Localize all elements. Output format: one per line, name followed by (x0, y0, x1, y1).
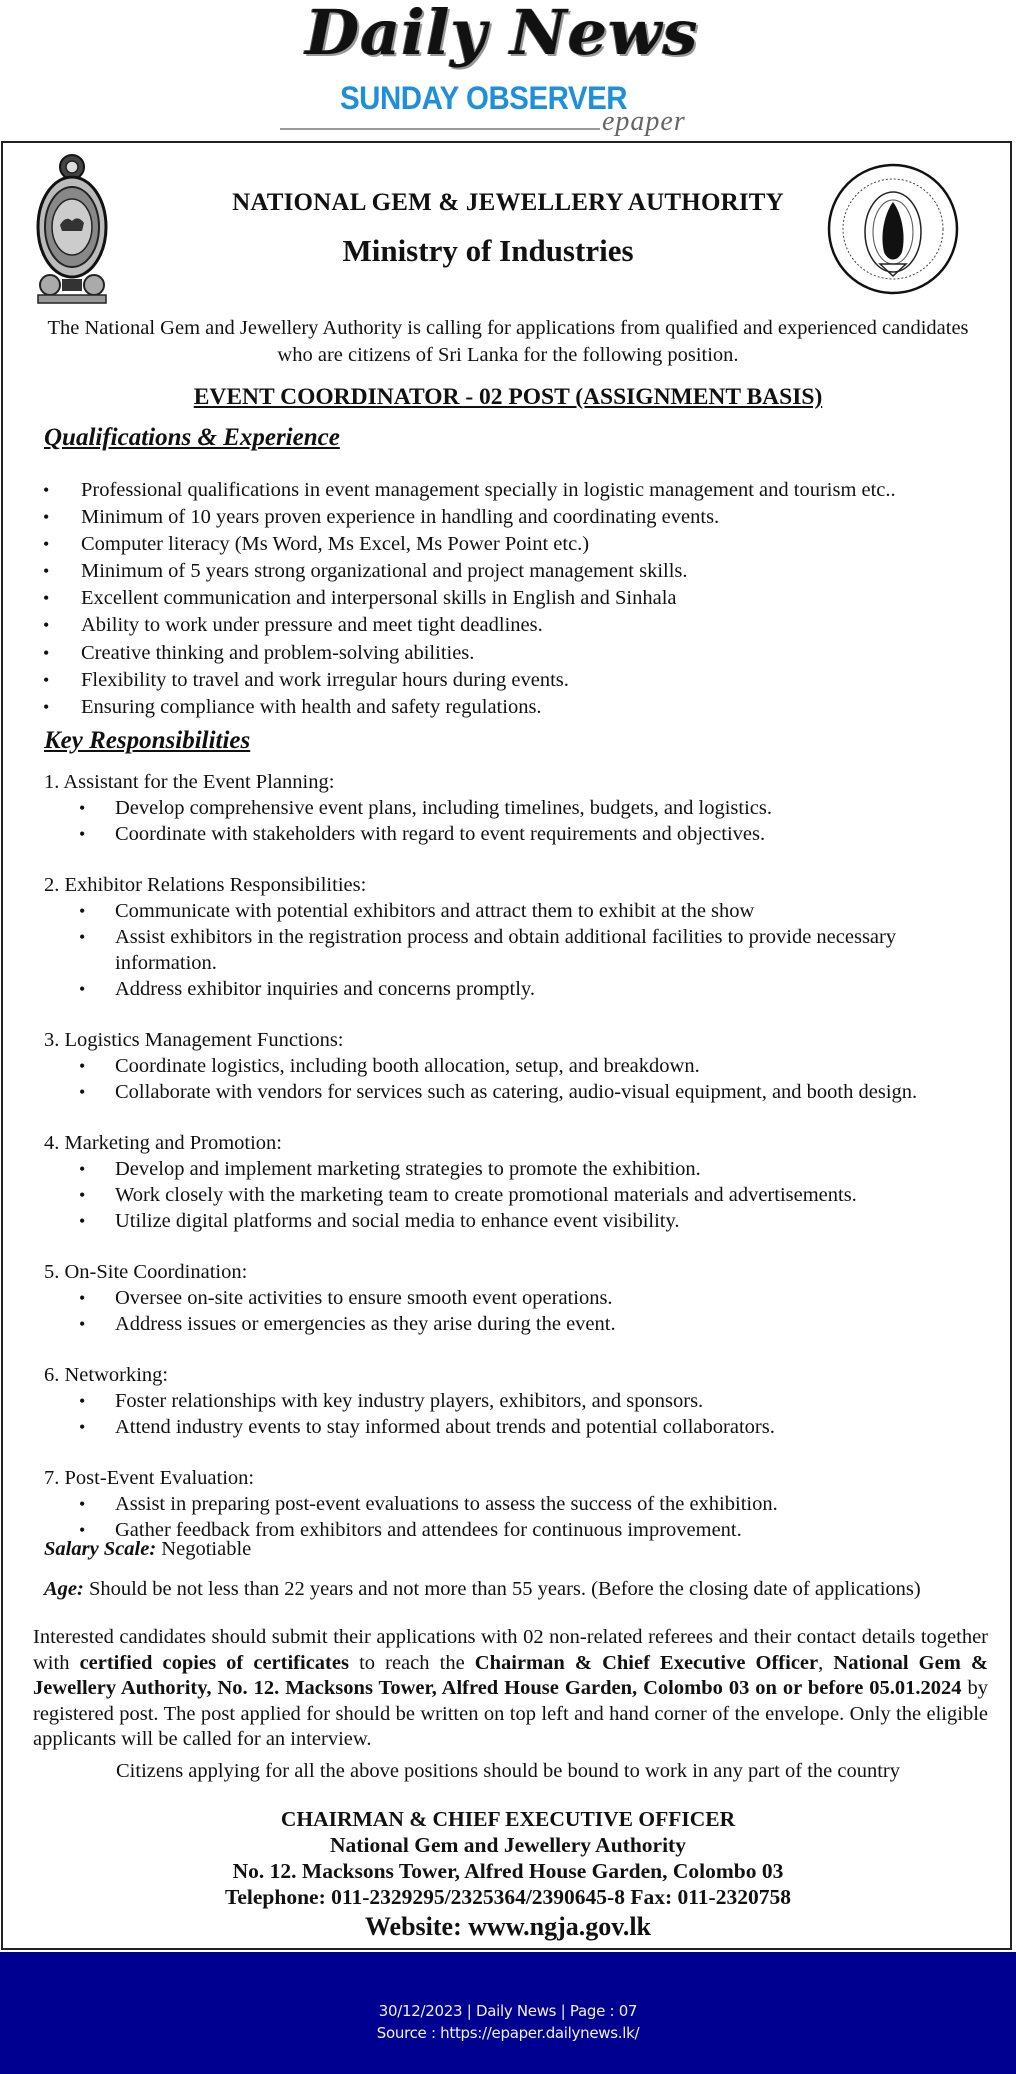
apply-bold-text: Chairman & Chief Executive Officer (474, 1651, 819, 1674)
signature-block (0, 1806, 1016, 1944)
intro-text: The National Gem and Jewellery Authority is calling for applications from qualified and experienced candidates who are citizens of Sri Lanka for the following position. (47, 317, 969, 366)
qualification-item: • Minimum of 10 years proven experience in handling and coordinating events. (40, 504, 1000, 531)
masthead-tag: epaper (602, 106, 686, 137)
responsibility-item: • Communicate with potential exhibitors and attract them to exhibit at the show (44, 898, 984, 924)
age-label: Age: (44, 1578, 84, 1600)
responsibility-group-title: 4. Marketing and Promotion: (44, 1132, 283, 1154)
responsibility-item: • Utilize digital platforms and social media to enhance event visibility. (44, 1208, 984, 1234)
responsibility-item: • Collaborate with vendors for services such as catering, audio-visual equipment, and booth design. (44, 1079, 984, 1105)
responsibility-item: • Coordinate logistics, including booth allocation, setup, and breakdown. (44, 1053, 984, 1079)
responsibility-item: • Gather feedback from exhibitors and attendees for continuous improvement. (44, 1517, 984, 1543)
apply-text: , (818, 1651, 834, 1674)
responsibility-group (44, 1259, 984, 1337)
responsibility-item: • Address issues or emergencies as they arise during the event. (44, 1311, 984, 1337)
masthead-subtitle: SUNDAY OBSERVER (340, 80, 628, 116)
responsibility-group (44, 769, 984, 847)
organization-name: NATIONAL GEM & JEWELLERY AUTHORITY (232, 189, 784, 216)
signature-title: CHAIRMAN & CHIEF EXECUTIVE OFFICER (280, 1807, 736, 1831)
masthead (0, 0, 1016, 141)
responsibility-group (44, 872, 984, 1002)
responsibility-group-title: 3. Logistics Management Functions: (44, 1029, 344, 1051)
footer-date-page: 30/12/2023 | Daily News | Page : 07 (378, 2002, 638, 2020)
responsibility-group (44, 1362, 984, 1440)
qualifications-list (40, 477, 1000, 721)
responsibility-item: • Assist in preparing post-event evaluations to assess the success of the exhibition. (44, 1491, 984, 1517)
salary-value: Negotiable (161, 1538, 252, 1560)
masthead-title: Daily News (305, 0, 699, 69)
responsibility-group (44, 1465, 984, 1543)
apply-bold-text: certified copies of certificates (79, 1651, 349, 1674)
qualifications-heading: Qualifications & Experience (44, 424, 340, 451)
citizens-note: Citizens applying for all the above positions should be bound to work in any part of the country (116, 1760, 900, 1782)
ngja-seal-icon (826, 162, 960, 296)
signature-org: National Gem and Jewellery Authority (330, 1833, 686, 1857)
footer-text (0, 2000, 1016, 2044)
footer-source-link[interactable]: Source : https://epaper.dailynews.lk/ (376, 2024, 640, 2042)
responsibility-item: • Work closely with the marketing team to create promotional materials and advertisements. (44, 1182, 984, 1208)
sri-lanka-emblem-icon (36, 153, 108, 305)
responsibility-group-title: 7. Post-Event Evaluation: (44, 1467, 255, 1489)
signature-address: No. 12. Macksons Tower, Alfred House Garden, Colombo 03 (232, 1859, 784, 1883)
apply-text: Interested candidates should submit their applications with 02 non-related referees and their contact details together with (33, 1626, 988, 1674)
responsibility-item: • Oversee on-site activities to ensure smooth event operations. (44, 1285, 984, 1311)
qualification-item: • Ability to work under pressure and meet tight deadlines. (40, 612, 1000, 639)
qualification-item: • Professional qualifications in event management specially in logistic management and tourism etc.. (40, 477, 1000, 504)
apply-text: to reach the (348, 1651, 475, 1674)
apply-text: by registered post. The post applied for should be written on top left and hand corner of the envelope. Only the eligible applicants will be called for an interview. (33, 1677, 988, 1750)
masthead-rule (280, 128, 600, 130)
application-instructions (33, 1625, 988, 1753)
responsibility-group-title: 2. Exhibitor Relations Responsibilities: (44, 874, 367, 896)
responsibility-item: • Assist exhibitors in the registration process and obtain additional facilities to provide necessary information. (44, 924, 984, 976)
responsibility-item: • Develop comprehensive event plans, including timelines, budgets, and logistics. (44, 795, 984, 821)
responsibility-group-title: 6. Networking: (44, 1364, 169, 1386)
responsibility-item: • Foster relationships with key industry players, exhibitors, and sponsors. (44, 1388, 984, 1414)
salary-label: Salary Scale: (44, 1538, 157, 1560)
responsibility-group-title: 1. Assistant for the Event Planning: (44, 771, 335, 793)
apply-bold-text: National Gem & Jewellery Authority, No. 12. Macksons Tower, Alfred House Garden, Colombo 03 on or before 05.01.2024 (33, 1651, 988, 1699)
responsibilities-list (44, 769, 984, 1568)
responsibility-item: • Coordinate with stakeholders with regard to event requirements and objectives. (44, 821, 984, 847)
signature-contact: Telephone: 011-2329295/2325364/2390645-8 Fax: 011-2320758 (225, 1885, 791, 1909)
responsibility-group (44, 1130, 984, 1234)
ministry-name: Ministry of Industries (342, 233, 634, 268)
post-title: EVENT COORDINATOR - 02 POST (ASSIGNMENT BASIS) (193, 384, 823, 410)
website-link[interactable]: Website: www.ngja.gov.lk (364, 1912, 652, 1941)
epaper-footer (0, 1952, 1016, 2074)
responsibility-group (44, 1027, 984, 1105)
qualification-item: • Excellent communication and interpersonal skills in English and Sinhala (40, 585, 1000, 612)
qualification-item: • Flexibility to travel and work irregular hours during events. (40, 667, 1000, 694)
responsibilities-heading: Key Responsibilities (44, 727, 251, 754)
responsibility-item: • Address exhibitor inquiries and concerns promptly. (44, 976, 984, 1002)
qualification-item: • Creative thinking and problem-solving abilities. (40, 640, 1000, 667)
salary-scale (44, 1538, 251, 1561)
responsibility-item: • Develop and implement marketing strategies to promote the exhibition. (44, 1156, 984, 1182)
age-value: Should be not less than 22 years and not more than 55 years. (Before the closing date of applications) (88, 1578, 921, 1600)
age-requirement (44, 1578, 921, 1601)
responsibility-item: • Attend industry events to stay informed about trends and potential collaborators. (44, 1414, 984, 1440)
responsibility-group-title: 5. On-Site Coordination: (44, 1261, 248, 1283)
qualification-item: • Ensuring compliance with health and safety regulations. (40, 694, 1000, 721)
masthead-logo (270, 2, 740, 138)
qualification-item: • Minimum of 5 years strong organizational and project management skills. (40, 558, 1000, 585)
qualification-item: • Computer literacy (Ms Word, Ms Excel, Ms Power Point etc.) (40, 531, 1000, 558)
